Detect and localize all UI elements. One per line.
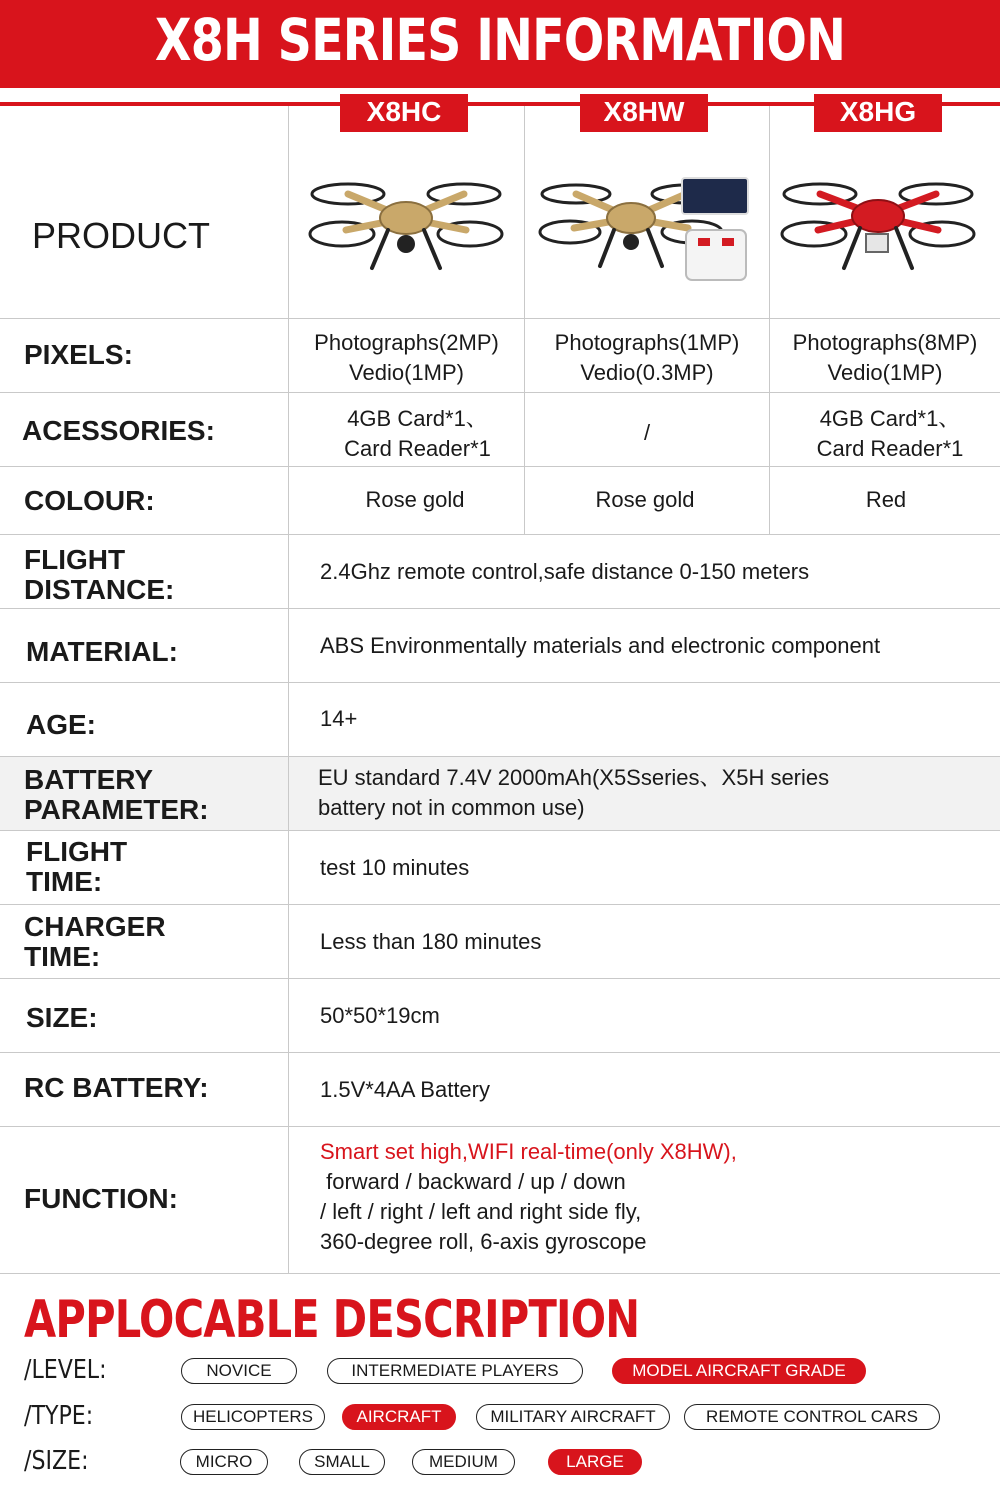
drone-image-x8hc	[306, 168, 506, 288]
level-option-novice: NOVICE	[181, 1358, 297, 1384]
level-option-model-aircraft: MODEL AIRCRAFT GRADE	[612, 1358, 866, 1384]
model-tab-x8hc: X8HC	[340, 94, 468, 132]
size-option-small: SMALL	[299, 1449, 385, 1475]
accessories-x8hg: 4GB Card*1、 Card Reader*1	[816, 406, 964, 461]
pixels-x8hw: Photographs(1MP) Vedio(0.3MP)	[554, 330, 740, 385]
type-option-aircraft: AIRCRAFT	[342, 1404, 456, 1430]
label-age: AGE:	[26, 709, 96, 740]
label-rc-battery: RC BATTERY:	[24, 1072, 209, 1103]
label-type: /TYPE:	[24, 1401, 94, 1431]
label-material: MATERIAL:	[26, 636, 178, 667]
label-level: /LEVEL:	[24, 1355, 107, 1385]
battery-value: EU standard 7.4V 2000mAh(X5Sseries、X5H series battery not in common use)	[318, 765, 830, 820]
drone-image-x8hw	[536, 170, 756, 285]
label-pixels: PIXELS:	[24, 339, 133, 370]
model-tab-x8hw: X8HW	[580, 94, 708, 132]
size-option-large: LARGE	[548, 1449, 642, 1475]
label-function: FUNCTION:	[24, 1183, 178, 1214]
model-tab-x8hg: X8HG	[814, 94, 942, 132]
accessories-x8hc: 4GB Card*1、 Card Reader*1	[344, 406, 491, 461]
size-value: 50*50*19cm	[320, 1003, 440, 1028]
colour-x8hc: Rose gold	[365, 487, 465, 512]
type-option-helicopters: HELICOPTERS	[181, 1404, 325, 1430]
accessories-x8hw: /	[643, 420, 651, 445]
function-value: Smart set high,WIFI real-time(only X8HW), forward / backward / up / down / left / right / left and right side fly, 360-degree roll, 6-axis gyroscope	[320, 1139, 737, 1254]
section-title-applicable: APPLOCABLE DESCRIPTION	[24, 1290, 640, 1350]
label-charger-time: CHARGER TIME:	[24, 911, 166, 972]
charger-time-value: Less than 180 minutes	[320, 929, 542, 954]
label-battery: BATTERY PARAMETER:	[24, 764, 209, 825]
label-size-category: /SIZE:	[24, 1446, 89, 1476]
row-flight-time	[0, 831, 1000, 905]
colour-x8hw: Rose gold	[595, 487, 695, 512]
flight-distance-value: 2.4Ghz remote control,safe distance 0-150 meters	[320, 559, 810, 584]
row-size	[0, 979, 1000, 1053]
row-age	[0, 683, 1000, 757]
material-value: ABS Environmentally materials and electronic component	[320, 633, 881, 658]
label-flight-distance: FLIGHT DISTANCE:	[24, 544, 175, 605]
pixels-x8hc: Photographs(2MP) Vedio(1MP)	[314, 330, 499, 385]
column-divider	[769, 106, 770, 535]
column-divider	[288, 106, 289, 1274]
label-size: SIZE:	[26, 1002, 98, 1033]
column-divider	[524, 106, 525, 535]
label-product: PRODUCT	[32, 215, 210, 256]
drone-image-x8hg	[778, 168, 978, 288]
size-option-medium: MEDIUM	[412, 1449, 515, 1475]
colour-x8hg: Red	[865, 487, 907, 512]
pixels-x8hg: Photographs(8MP) Vedio(1MP)	[792, 330, 978, 385]
age-value: 14+	[320, 706, 358, 731]
label-accessories: ACESSORIES:	[22, 415, 215, 446]
type-option-military-aircraft: MILITARY AIRCRAFT	[476, 1404, 670, 1430]
type-option-remote-cars: REMOTE CONTROL CARS	[684, 1404, 940, 1430]
label-colour: COLOUR:	[24, 485, 155, 516]
page-title: X8H SERIES INFORMATION	[154, 6, 846, 74]
flight-time-value: test 10 minutes	[320, 855, 470, 880]
label-flight-time: FLIGHT TIME:	[26, 836, 128, 897]
level-option-intermediate: INTERMEDIATE PLAYERS	[327, 1358, 583, 1384]
size-option-micro: MICRO	[180, 1449, 268, 1475]
rc-battery-value: 1.5V*4AA Battery	[320, 1077, 490, 1102]
